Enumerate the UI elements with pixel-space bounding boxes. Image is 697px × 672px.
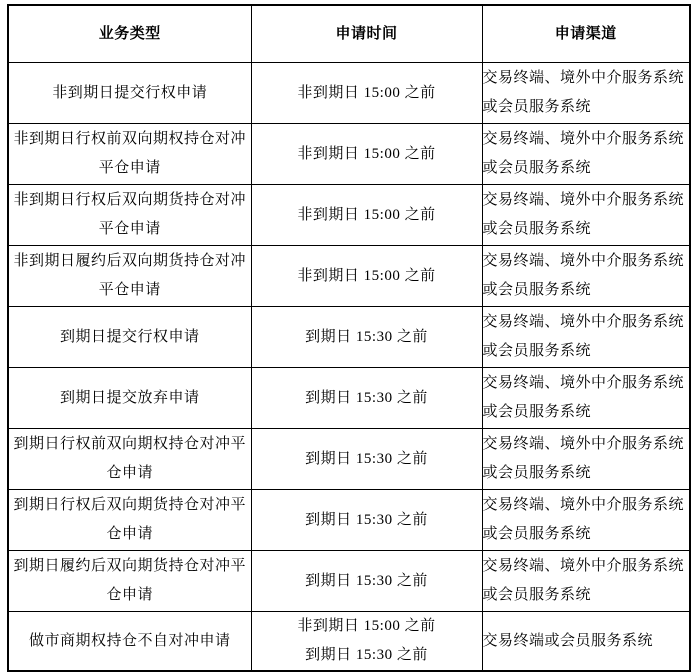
apply-channel-cell: 交易终端、境外中介服务系统或会员服务系统 [482,429,690,490]
business-type-cell: 到期日履约后双向期货持仓对冲平仓申请 [8,551,251,612]
apply-channel-cell: 交易终端、境外中介服务系统或会员服务系统 [482,124,690,185]
apply-time-cell: 到期日 15:30 之前 [251,551,482,612]
apply-time-cell: 非到期日 15:00 之前 [251,185,482,246]
apply-time-cell [251,612,482,672]
apply-channel-cell: 交易终端、境外中介服务系统或会员服务系统 [482,63,690,124]
apply-channel-cell: 交易终端、境外中介服务系统或会员服务系统 [482,490,690,551]
table-row [8,612,690,672]
apply-channel-cell: 交易终端或会员服务系统 [482,612,690,672]
business-type-cell: 到期日行权前双向期权持仓对冲平仓申请 [8,429,251,490]
apply-time-cell: 非到期日 15:00 之前 [251,246,482,307]
business-type-cell: 非到期日提交行权申请 [8,63,251,124]
table-row [8,368,690,429]
header-business-type: 业务类型 [8,5,251,63]
apply-time-cell: 到期日 15:30 之前 [251,429,482,490]
apply-time-cell: 到期日 15:30 之前 [251,368,482,429]
table-row [8,551,690,612]
table-row [8,307,690,368]
table-row [8,185,690,246]
business-type-cell: 做市商期权持仓不自对冲申请 [8,612,251,672]
header-apply-channel: 申请渠道 [482,5,690,63]
apply-time-cell: 非到期日 15:00 之前 [251,63,482,124]
table-row [8,246,690,307]
table-row [8,490,690,551]
header-apply-time: 申请时间 [251,5,482,63]
business-type-cell: 非到期日行权后双向期货持仓对冲平仓申请 [8,185,251,246]
business-type-cell: 到期日行权后双向期货持仓对冲平仓申请 [8,490,251,551]
apply-time-line-1: 非到期日 15:00 之前 [297,618,436,634]
table-row [8,63,690,124]
business-type-cell: 到期日提交行权申请 [8,307,251,368]
apply-time-cell: 到期日 15:30 之前 [251,490,482,551]
apply-channel-cell: 交易终端、境外中介服务系统或会员服务系统 [482,307,690,368]
business-type-cell: 非到期日履约后双向期货持仓对冲平仓申请 [8,246,251,307]
apply-channel-cell: 交易终端、境外中介服务系统或会员服务系统 [482,368,690,429]
business-type-cell: 非到期日行权前双向期权持仓对冲平仓申请 [8,124,251,185]
header-row [8,5,690,63]
apply-time-cell: 非到期日 15:00 之前 [251,124,482,185]
apply-channel-cell: 交易终端、境外中介服务系统或会员服务系统 [482,185,690,246]
table-row [8,124,690,185]
apply-channel-cell: 交易终端、境外中介服务系统或会员服务系统 [482,246,690,307]
business-application-table [7,4,691,672]
business-type-cell: 到期日提交放弃申请 [8,368,251,429]
apply-time-cell: 到期日 15:30 之前 [251,307,482,368]
table-row [8,429,690,490]
apply-time-line-2: 到期日 15:30 之前 [305,647,428,663]
apply-channel-cell: 交易终端、境外中介服务系统或会员服务系统 [482,551,690,612]
